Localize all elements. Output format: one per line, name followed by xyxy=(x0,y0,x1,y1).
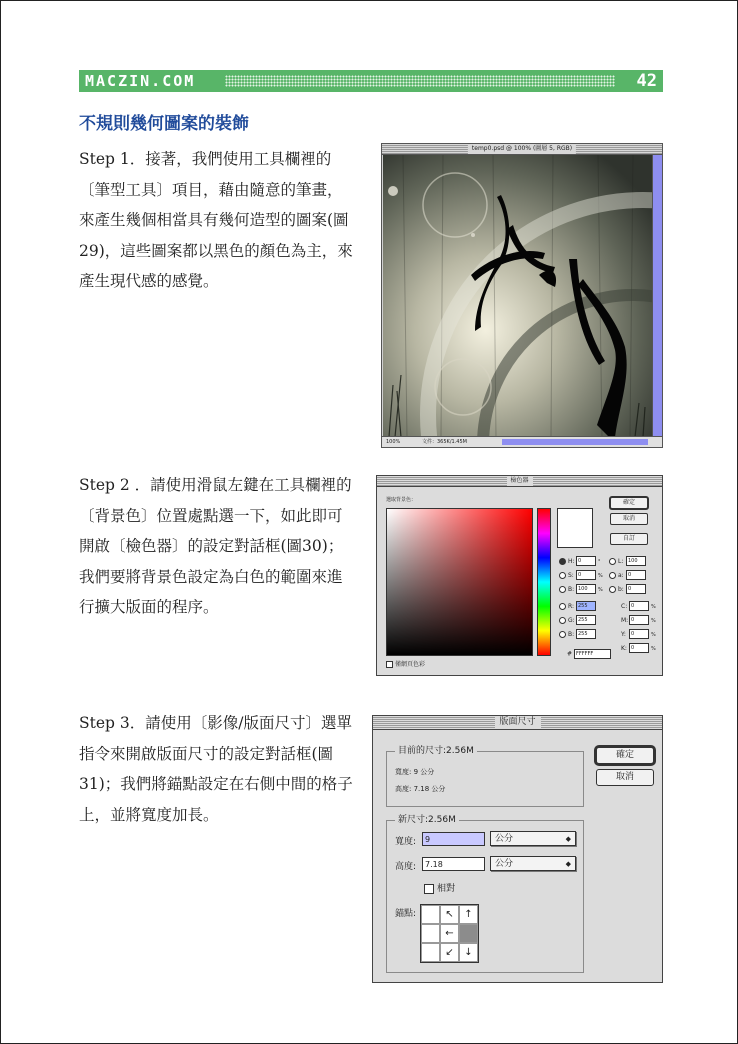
anchor-grid[interactable] xyxy=(420,904,479,963)
brand-logo: MACZIN.COM xyxy=(85,72,196,90)
b-field-row[interactable]: B: 100 % xyxy=(559,584,603,595)
current-size-group xyxy=(386,746,584,807)
l-field-row[interactable]: L: 100 xyxy=(609,556,646,567)
cancel-button[interactable]: 取消 xyxy=(610,513,648,525)
canvas-size-title-bar[interactable] xyxy=(373,716,662,730)
canvas-size-title: 版面尺寸 xyxy=(494,716,540,729)
hue-slider[interactable] xyxy=(537,508,551,656)
article-title: 不規則幾何圖案的裝飾 xyxy=(79,114,249,134)
y-field-row[interactable]: Y: 0 % xyxy=(621,630,656,638)
page-header-bar xyxy=(79,70,663,92)
document-title: temp0.psd @ 100% (圖層 5, RGB) xyxy=(468,144,576,154)
document-title-bar[interactable] xyxy=(382,144,662,155)
m-field-row[interactable]: M: 0 % xyxy=(621,616,656,624)
arrow-up-left-icon[interactable]: ↖ xyxy=(440,905,459,924)
blue-field-row[interactable]: B: 255 xyxy=(559,629,596,640)
figure-29-document-window xyxy=(381,143,663,448)
current-height: 高度: 7.18 公分 xyxy=(395,785,446,793)
a-field-row[interactable]: a: 0 xyxy=(609,570,646,581)
artwork-image xyxy=(383,155,653,437)
vertical-scrollbar[interactable] xyxy=(652,155,662,437)
width-unit-select[interactable]: 公分 ◆ xyxy=(490,831,576,846)
step2-paragraph: Step 2 ．請使用滑鼠左鍵在工具欄裡的〔背景色〕位置處點選一下，如此即可開啟〔檢色器〕的設定對話框(圖30)；我們要將背景色設定為白色的範圍來進行擴大版面的程序。 xyxy=(79,476,352,616)
web-only-checkbox[interactable]: 僅網頁色彩 xyxy=(386,659,425,668)
zoom-level[interactable]: 100% xyxy=(386,439,401,445)
status-bar xyxy=(382,436,662,447)
height-label: 高度: xyxy=(395,862,417,872)
height-unit-select[interactable]: 公分 ◆ xyxy=(490,856,576,871)
height-input[interactable]: 7.18 xyxy=(422,857,485,871)
h-field-row[interactable]: H: 0 ° xyxy=(559,556,601,567)
select-arrows-icon: ◆ xyxy=(565,860,571,868)
color-picker-title-bar[interactable] xyxy=(377,476,662,487)
ok-button[interactable]: 確定 xyxy=(596,747,654,764)
color-swatch xyxy=(557,508,593,548)
horizontal-scrollbar[interactable] xyxy=(502,439,648,445)
document-size-info: 文件：365K/1.45M xyxy=(422,439,467,445)
artwork-canvas[interactable] xyxy=(383,155,653,437)
figure-30-color-picker-dialog xyxy=(376,475,663,676)
arrow-left-icon[interactable]: ← xyxy=(440,924,459,943)
color-picker-title: 檢色器 xyxy=(506,476,532,486)
anchor-label: 錨點: xyxy=(395,909,417,919)
lab-b-field-row[interactable]: b: 0 xyxy=(609,584,646,595)
picker-prompt: 選取背景色： xyxy=(386,497,417,503)
arrow-down-icon[interactable]: ↓ xyxy=(459,943,478,962)
anchor-cell[interactable] xyxy=(421,905,440,924)
color-field[interactable] xyxy=(386,508,533,656)
header-dot-pattern xyxy=(225,75,615,87)
relative-checkbox[interactable]: 相對 xyxy=(424,881,455,894)
current-width: 寬度: 9 公分 xyxy=(395,768,435,776)
anchor-selected-cell[interactable] xyxy=(459,924,478,943)
width-input[interactable]: 9 xyxy=(422,832,485,846)
arrow-up-icon[interactable]: ↑ xyxy=(459,905,478,924)
new-size-label: 新尺寸:2.56M xyxy=(395,814,459,827)
current-size-label: 目前的尺寸:2.56M xyxy=(395,745,477,758)
width-label: 寬度: xyxy=(395,837,417,847)
custom-button[interactable]: 自訂 xyxy=(610,533,648,545)
c-field-row[interactable]: C: 0 % xyxy=(621,602,656,610)
arrow-down-left-icon[interactable]: ↙ xyxy=(440,943,459,962)
page-number: 42 xyxy=(636,71,657,91)
s-field-row[interactable]: S: 0 % xyxy=(559,570,603,581)
k-field-row[interactable]: K: 0 % xyxy=(621,644,656,652)
step1-paragraph: Step 1．接著，我們使用工具欄裡的〔筆型工具〕項目，藉由隨意的筆畫，來產生幾個相當具有幾何造型的圖案(圖29)，這些圖案都以黑色的顏色為主，來產生現代感的感覺。 xyxy=(79,150,353,290)
cancel-button[interactable]: 取消 xyxy=(596,769,654,786)
g-field-row[interactable]: G: 255 xyxy=(559,615,596,626)
select-arrows-icon: ◆ xyxy=(565,835,571,843)
step3-paragraph: Step 3．請使用〔影像/版面尺寸〕選單指令來開啟版面尺寸的設定對話框(圖 31)；我們將錨點設定在右側中間的格子上，並將寬度加長。 xyxy=(79,714,353,824)
hex-field[interactable]: # FFFFFF xyxy=(567,649,611,659)
figure-31-canvas-size-dialog xyxy=(372,715,663,983)
anchor-cell[interactable] xyxy=(421,943,440,962)
r-field-row[interactable]: R: 255 xyxy=(559,601,596,612)
anchor-cell[interactable] xyxy=(421,924,440,943)
ok-button[interactable]: 確定 xyxy=(610,497,648,509)
